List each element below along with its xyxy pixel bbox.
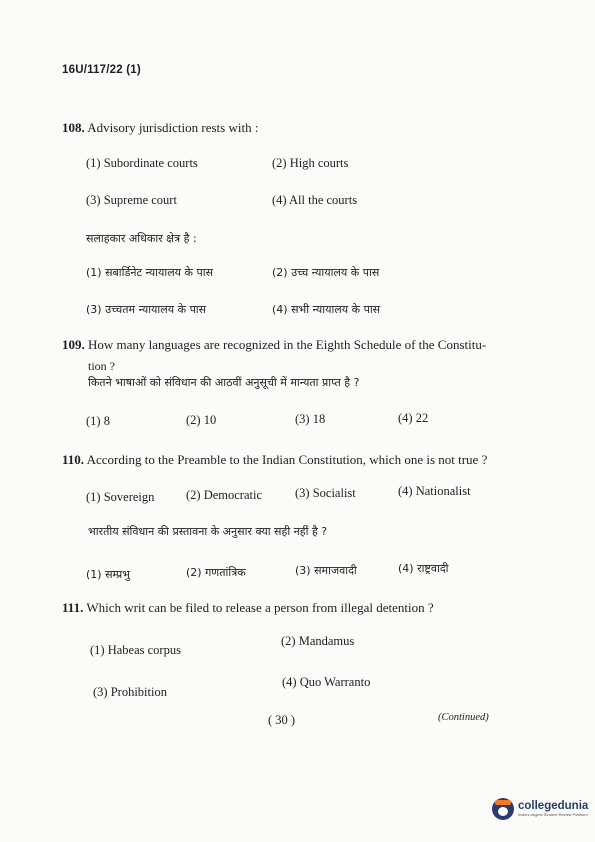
q111-option-4: (4) Quo Warranto <box>282 675 371 689</box>
q110-option-4: (4) Nationalist <box>398 484 471 498</box>
question-number: 108. <box>62 120 85 135</box>
q108-hindi-option-4: (4) सभी न्यायालय के पास <box>272 303 381 316</box>
q108-hindi-option-3: (3) उच्चतम न्यायालय के पास <box>86 303 207 316</box>
question-110 <box>62 452 487 468</box>
q108-option-4: (4) All the courts <box>272 193 358 207</box>
question-number: 109. <box>62 337 85 352</box>
question-text: Advisory jurisdiction rests with : <box>87 120 259 135</box>
q110-hindi-option-2: (2) गणतांत्रिक <box>186 566 246 579</box>
q110-option-2: (2) Democratic <box>186 488 263 502</box>
q110-option-1: (1) Sovereign <box>86 490 155 504</box>
q111-option-2: (2) Mandamus <box>281 634 355 648</box>
q110-option-3: (3) Socialist <box>295 486 356 500</box>
question-108 <box>62 120 258 136</box>
q108-hindi-question: सलाहकार अधिकार क्षेत्र है : <box>86 232 197 245</box>
question-text-continuation: tion ? <box>88 359 115 373</box>
collegedunia-watermark <box>492 798 588 820</box>
q109-option-1: (1) 8 <box>86 414 110 428</box>
q110-hindi-option-3: (3) समाजवादी <box>295 564 357 577</box>
q110-hindi-question: भारतीय संविधान की प्रस्तावना के अनुसार क्या सही नहीं है ? <box>88 525 328 538</box>
q109-hindi-question: कितने भाषाओं को संविधान की आठवीं अनुसूची में मान्यता प्राप्त है ? <box>88 376 360 389</box>
question-text: Which writ can be filed to release a person from illegal detention ? <box>86 600 434 615</box>
question-111 <box>62 600 434 616</box>
q111-option-3: (3) Prohibition <box>93 685 167 699</box>
q110-hindi-option-4: (4) राष्ट्रवादी <box>398 562 449 575</box>
q109-option-2: (2) 10 <box>186 413 217 427</box>
q108-option-2: (2) High courts <box>272 156 349 170</box>
paper-code: 16U/117/22 (1) <box>62 64 141 76</box>
question-109 <box>62 337 486 353</box>
page-number: ( 30 ) <box>268 713 296 727</box>
continued-label: (Continued) <box>438 712 489 723</box>
q109-option-3: (3) 18 <box>295 412 326 426</box>
q110-hindi-option-1: (1) सम्प्रभु <box>86 568 131 581</box>
q108-option-1: (1) Subordinate courts <box>86 156 198 170</box>
question-number: 110. <box>62 452 85 467</box>
question-text: How many languages are recognized in the Eighth Schedule of the Constitu- <box>88 337 487 352</box>
q108-hindi-option-1: (1) सबार्डिनेट न्यायालय के पास <box>86 266 214 279</box>
q111-option-1: (1) Habeas corpus <box>90 643 181 657</box>
q108-hindi-option-2: (2) उच्च न्यायालय के पास <box>272 266 380 279</box>
collegedunia-logo-icon <box>492 798 514 820</box>
q109-option-4: (4) 22 <box>398 411 429 425</box>
watermark-name: collegedunia <box>518 800 589 812</box>
question-text: According to the Preamble to the Indian Constitution, which one is not true ? <box>86 452 488 467</box>
q108-option-3: (3) Supreme court <box>86 193 177 207</box>
watermark-tagline: India's largest Student Review Platform <box>518 812 588 817</box>
question-number: 111. <box>62 600 84 615</box>
